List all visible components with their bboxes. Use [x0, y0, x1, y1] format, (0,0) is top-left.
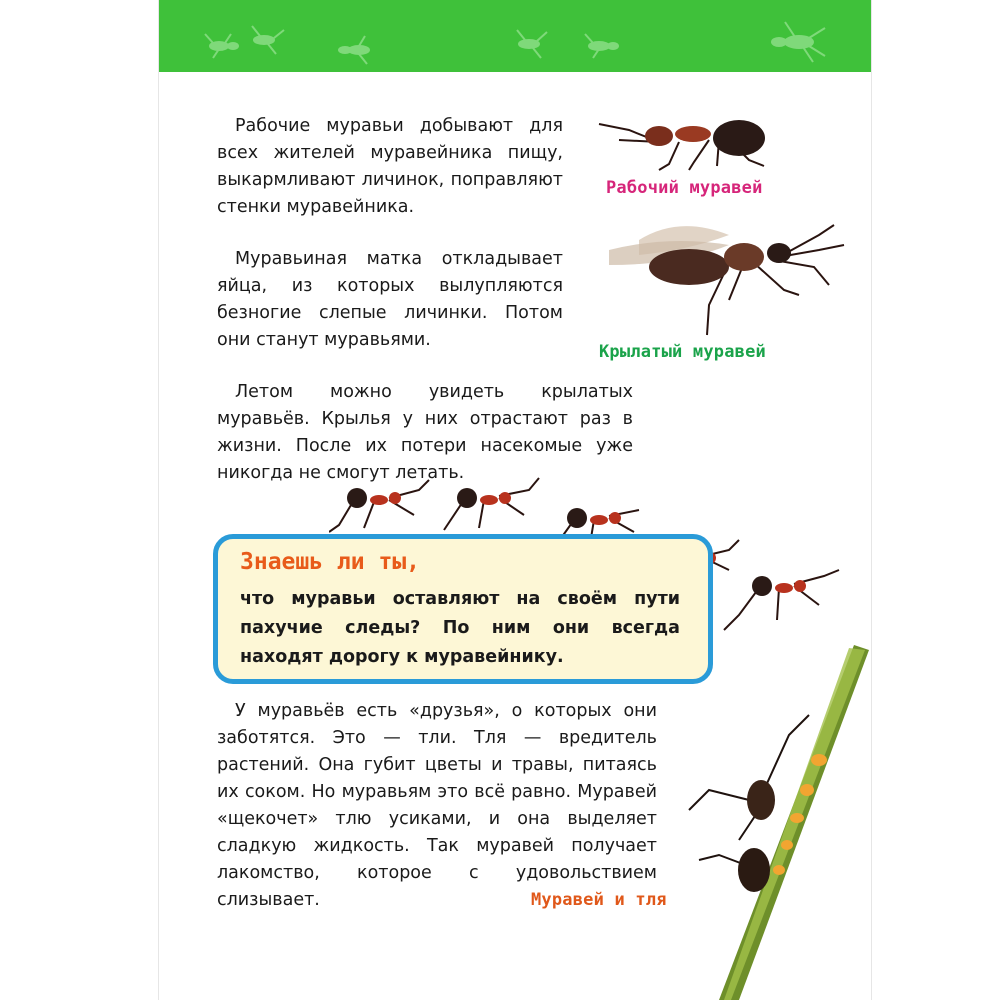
worker-ant-illustration [589, 100, 809, 180]
caption-ant-and-aphid: Муравей и тля [531, 890, 667, 910]
did-you-know-title: Знаешь ли ты, [240, 549, 421, 575]
caption-winged-ant: Крылатый муравей [599, 342, 766, 362]
paragraph-aphids: У муравьёв есть «друзья», о которых они заботятся. Это — тли. Тля — вредитель растений. Она губит цветы и травы, питаясь их соком. Но муравьям это всё равно. Муравей «щекочет» тлю усиками, и она выделяет сладкую жидкость. Так муравей получает лакомство, которое с удовольствием слизывает. [217, 701, 657, 910]
caption-worker-ant: Рабочий муравей [606, 178, 763, 198]
paragraph-workers: Рабочие муравьи добывают для всех жителей муравейника пищу, выкармливают личинок, поправляют стенки муравейника. [217, 116, 563, 217]
ant-and-aphid-illustration [679, 640, 871, 1000]
book-page [158, 0, 872, 1000]
winged-ant-illustration [579, 205, 849, 345]
paragraph-wings: Летом можно увидеть крылатых муравьёв. Крылья у них отрастают раз в жизни. После их потери насекомые уже никогда не смогут летать. [217, 382, 633, 483]
paragraph-queen: Муравьиная матка откладывает яйца, из которых вылупляются безногие слепые личинки. Потом они станут муравьями. [217, 249, 563, 350]
did-you-know-box [213, 534, 713, 684]
did-you-know-text: что муравьи оставляют на своём пути пахучие следы? По ним они всегда находят дорогу к муравейнику. [240, 589, 680, 667]
banner-ants-decoration [159, 0, 871, 72]
header-banner [159, 0, 871, 72]
